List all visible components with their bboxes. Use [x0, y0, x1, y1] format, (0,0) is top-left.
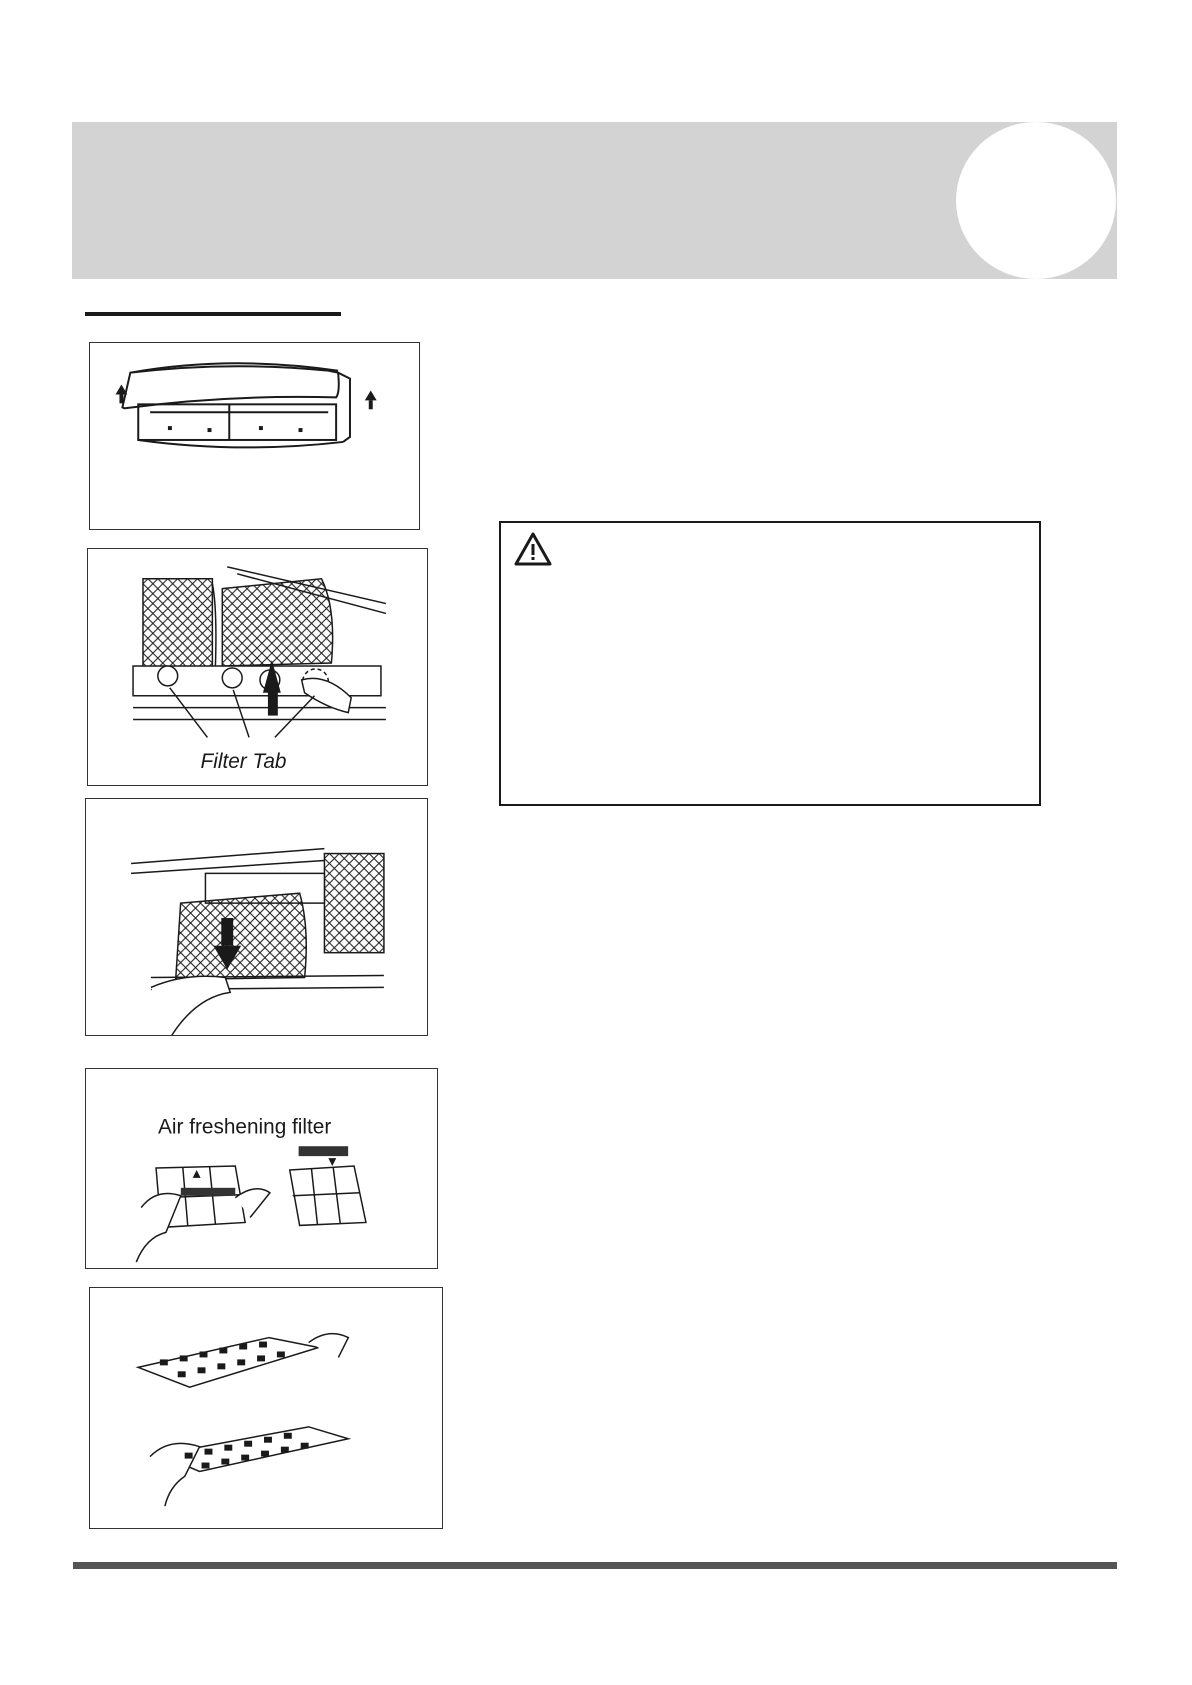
remove-filter-illustration [86, 799, 427, 1035]
banner-circle-badge [956, 122, 1116, 279]
header-banner [72, 122, 1117, 279]
filter-tab-caption: Filter Tab [200, 750, 287, 774]
figure-remove-filter [85, 798, 428, 1036]
warning-triangle-icon [513, 531, 553, 567]
section-heading-rule [85, 312, 341, 316]
filter-tab-illustration [88, 549, 427, 785]
clean-filter-illustration [90, 1288, 442, 1528]
figure-filter-tab [87, 548, 428, 786]
figure-open-front-panel [89, 342, 420, 530]
warning-box [499, 521, 1041, 806]
air-freshening-caption: Air freshening filter [158, 1115, 332, 1139]
footer-rule [73, 1562, 1117, 1569]
open-front-panel-illustration [90, 343, 419, 529]
figure-clean-filter [89, 1287, 443, 1529]
air-freshening-filter-illustration [86, 1069, 437, 1268]
figure-air-freshening-filter [85, 1068, 438, 1269]
